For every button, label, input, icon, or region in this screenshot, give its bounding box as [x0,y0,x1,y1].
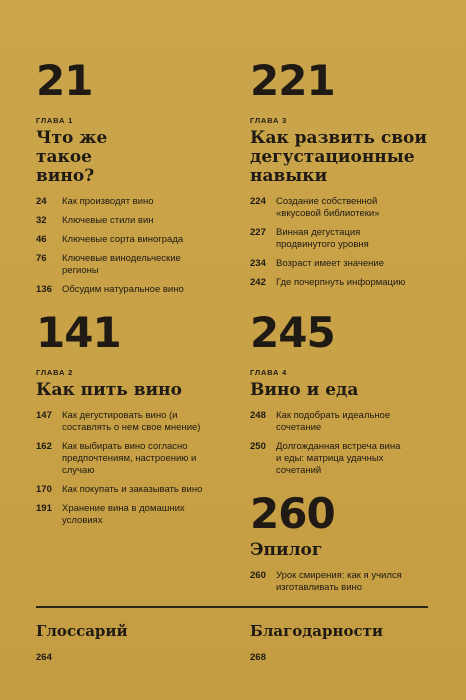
chapter-4-section [250,308,435,484]
chapter-items [250,196,435,289]
epilogue-title: Эпилог [250,540,323,560]
entry-title: Долгожданная встреча вина и еды: матрица удачных сочетаний [276,441,401,476]
toc-entry[interactable] [36,284,226,296]
chapter-label: ГЛАВА 3 [250,116,288,125]
entry-title: Урок смирения: как я учился изготавливать вино [276,570,402,593]
glossary-page: 264 [36,652,52,663]
entry-title: Ключевые стили вин [62,215,154,226]
acknowledgements-title[interactable]: Благодарности [250,622,384,640]
toc-entry[interactable] [250,196,435,220]
chapter-label: ГЛАВА 4 [250,368,288,377]
entry-title: Где почерпнуть информацию [276,277,406,288]
toc-entry[interactable] [36,215,226,227]
entry-page: 162 [36,441,52,452]
epilogue-start-page: 260 [250,489,335,538]
chapter-3-section [250,56,435,296]
acknowledgements-page: 268 [250,652,266,663]
epilogue-items [250,570,435,594]
toc-entry[interactable] [36,441,226,477]
entry-page: 136 [36,284,52,295]
toc-entry[interactable] [36,196,226,208]
toc-entry[interactable] [250,441,435,477]
chapter-items [36,410,226,527]
toc-entry[interactable] [250,258,435,270]
chapter-title: Вино и еда [250,380,359,400]
entry-page: 24 [36,196,47,207]
entry-page: 170 [36,484,52,495]
chapter-items [250,410,435,477]
chapter-start-page: 141 [36,308,121,357]
entry-page: 248 [250,410,266,421]
entry-page: 234 [250,258,266,269]
chapter-start-page: 21 [36,56,93,105]
entry-title: Ключевые винодельческие регионы [62,253,181,276]
entry-page: 250 [250,441,266,452]
entry-title: Как выбирать вино согласно предпочтениям, настроению и случаю [62,441,197,476]
divider [36,606,428,608]
chapter-2-section [36,308,226,534]
entry-page: 46 [36,234,47,245]
entry-page: 242 [250,277,266,288]
entry-page: 32 [36,215,47,226]
toc-entry[interactable] [250,570,435,594]
chapter-label: ГЛАВА 2 [36,368,74,377]
toc-entry[interactable] [36,503,226,527]
entry-title: Как производят вино [62,196,154,207]
entry-page: 224 [250,196,266,207]
toc-entry[interactable] [36,484,226,496]
entry-title: Обсудим натуральное вино [62,284,184,295]
glossary-title[interactable]: Глоссарий [36,622,128,640]
entry-title: Как подобрать идеальное сочетание [276,410,391,433]
toc-entry[interactable] [250,227,435,251]
entry-title: Ключевые сорта винограда [62,234,184,245]
toc-entry[interactable] [36,410,226,434]
entry-page: 191 [36,503,52,514]
entry-page: 227 [250,227,266,238]
toc-entry[interactable] [250,277,435,289]
entry-title: Винная дегустация продвинутого уровня [276,227,369,250]
chapter-title: Как развить свои дегустационные навыки [250,128,427,186]
entry-title: Как дегустировать вино (и составлять о нем свое мнение) [62,410,201,433]
entry-title: Хранение вина в домашних условиях [62,503,185,526]
epilogue-section [250,489,435,601]
toc-entry[interactable] [250,410,435,434]
chapter-title: Что же такое вино? [36,128,108,186]
entry-page: 260 [250,570,266,581]
toc-entry[interactable] [36,253,226,277]
entry-title: Создание собственной «вкусовой библиотеки» [276,196,380,219]
chapter-start-page: 221 [250,56,335,105]
chapter-start-page: 245 [250,308,335,357]
entry-page: 147 [36,410,52,421]
entry-page: 76 [36,253,47,264]
chapter-title: Как пить вино [36,380,182,400]
chapter-items [36,196,226,296]
chapter-label: ГЛАВА 1 [36,116,74,125]
toc-entry[interactable] [36,234,226,246]
entry-title: Возраст имеет значение [276,258,385,269]
chapter-1-section [36,56,226,303]
entry-title: Как покупать и заказывать вино [62,484,203,495]
